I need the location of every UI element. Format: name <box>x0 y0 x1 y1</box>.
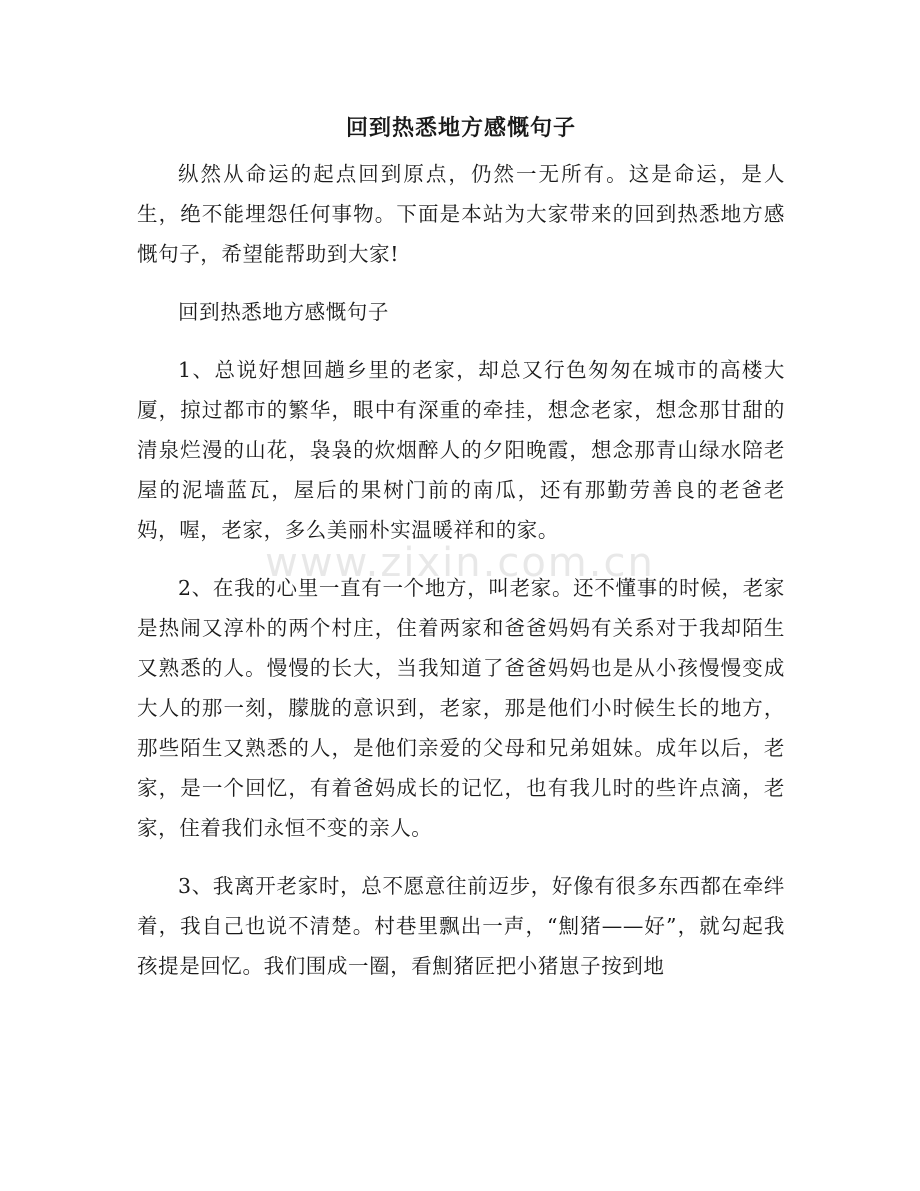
paragraph-1: 1、总说好想回趟乡里的老家，却总又行色匆匆在城市的高楼大厦，掠过都市的繁华，眼中有深重的牵挂，想念老家，想念那甘甜的清泉烂漫的山花，袅袅的炊烟醉人的夕阳晚霞，想念那青山绿水陪老屋的泥墙蓝瓦，屋后的果树门前的南瓜，还有那勤劳善良的老爸老妈，喔，老家，多么美丽朴实温暖祥和的家。 <box>137 358 785 542</box>
document-title: 回到热悉地方感慨句子 <box>345 115 576 141</box>
watermark: www.zixin.com.cn <box>265 540 655 586</box>
section-heading: 回到热悉地方感慨句子 <box>178 300 389 324</box>
intro-paragraph: 纵然从命运的起点回到原点，仍然一无所有。这是命运，是人生，绝不能埋怨任何事物。下面是本站为大家带来的回到热悉地方感慨句子，希望能帮助到大家! <box>137 162 785 266</box>
document-page <box>137 108 785 1004</box>
paragraph-2: 2、在我的心里一直有一个地方，叫老家。还不懂事的时候，老家是热闹又淳朴的两个村庄，住着两家和爸爸妈妈有关系对于我却陌生又熟悉的人。慢慢的长大，当我知道了爸爸妈妈也是从小孩慢慢变成大人的那一刻，朦胧的意识到，老家，那是他们小时候生长的地方，那些陌生又熟悉的人，是他们亲爱的父母和兄弟姐妹。成年以后，老家，是一个回忆，有着爸妈成长的记忆，也有我儿时的些许点滴，老家，住着我们永恒不变的亲人。 <box>137 576 785 840</box>
paragraph-3: 3、我离开老家时，总不愿意往前迈步，好像有很多东西都在牵绊着，我自己也说不清楚。村巷里飘出一声，“劁猪——好”，就勾起我孩提是回忆。我们围成一圈，看劁猪匠把小猪崽子按到地 <box>137 874 785 978</box>
